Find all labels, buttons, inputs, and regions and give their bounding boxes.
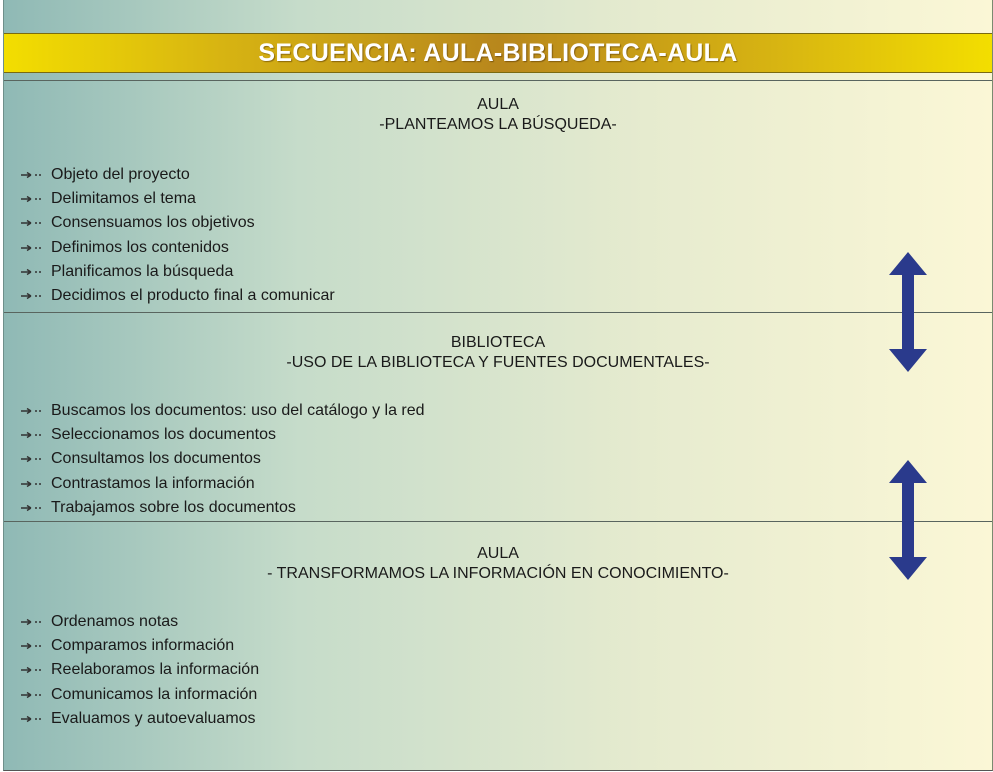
list-item xyxy=(20,707,259,731)
list-item-text: Objeto del proyecto xyxy=(51,166,190,184)
section-aula-plan-heading xyxy=(4,95,992,135)
arrow-bullet-icon xyxy=(20,406,42,416)
list-item xyxy=(20,284,335,308)
list-item-text: Decidimos el producto final a comunicar xyxy=(51,287,335,305)
list-item-text: Contrastamos la información xyxy=(51,474,255,492)
section-aula-transform-heading xyxy=(4,544,992,584)
list-item xyxy=(20,496,425,520)
list-item-text: Evaluamos y autoevaluamos xyxy=(51,709,256,727)
list-item xyxy=(20,236,335,260)
double-headed-arrow-icon xyxy=(887,460,929,580)
section-title: BIBLIOTECA xyxy=(450,334,546,351)
arrow-bullet-icon xyxy=(20,454,42,464)
list-item xyxy=(20,658,259,682)
list-item xyxy=(20,260,335,284)
arrow-bullet-icon xyxy=(20,170,42,180)
arrow-bullet-icon xyxy=(20,430,42,440)
section-title: AULA xyxy=(477,96,519,113)
arrow-bullet-icon xyxy=(20,291,42,301)
title-banner xyxy=(4,33,992,73)
list-item-text: Buscamos los documentos: uso del catálogo y la red xyxy=(51,402,425,420)
section-subtitle: -USO DE LA BIBLIOTECA Y FUENTES DOCUMENTALES- xyxy=(286,354,710,371)
section-subtitle: -PLANTEAMOS LA BÚSQUEDA- xyxy=(379,116,617,133)
section-divider xyxy=(4,521,992,522)
section-title: AULA xyxy=(477,545,519,562)
list-item-text: Seleccionamos los documentos xyxy=(51,426,277,444)
section-divider xyxy=(4,80,992,81)
list-item xyxy=(20,399,425,423)
arrow-bullet-icon xyxy=(20,218,42,228)
list-item-text: Delimitamos el tema xyxy=(51,190,196,208)
section-divider xyxy=(4,312,992,313)
section-aula-transform-list xyxy=(20,610,259,731)
list-item-text: Trabajamos sobre los documentos xyxy=(51,498,296,516)
arrow-bullet-icon xyxy=(20,194,42,204)
list-item-text: Comunicamos la información xyxy=(51,685,258,703)
list-item-text: Consensuamos los objetivos xyxy=(51,214,255,232)
page-title: SECUENCIA: AULA-BIBLIOTECA-AULA xyxy=(258,38,738,67)
list-item xyxy=(20,423,425,447)
list-item xyxy=(20,447,425,471)
list-item-text: Consultamos los documentos xyxy=(51,450,261,468)
list-item xyxy=(20,211,335,235)
arrow-bullet-icon xyxy=(20,243,42,253)
list-item xyxy=(20,634,259,658)
section-aula-plan-list xyxy=(20,163,335,308)
section-biblioteca-list xyxy=(20,399,425,520)
list-item xyxy=(20,187,335,211)
list-item xyxy=(20,610,259,634)
arrow-bullet-icon xyxy=(20,665,42,675)
list-item-text: Comparamos información xyxy=(51,637,235,655)
arrow-bullet-icon xyxy=(20,714,42,724)
list-item xyxy=(20,163,335,187)
arrow-bullet-icon xyxy=(20,617,42,627)
list-item-text: Ordenamos notas xyxy=(51,613,179,631)
double-headed-arrow-icon xyxy=(887,252,929,372)
document-frame xyxy=(3,0,993,771)
list-item-text: Definimos los contenidos xyxy=(51,238,229,256)
arrow-bullet-icon xyxy=(20,267,42,277)
arrow-bullet-icon xyxy=(20,479,42,489)
list-item xyxy=(20,472,425,496)
list-item xyxy=(20,683,259,707)
list-item-text: Planificamos la búsqueda xyxy=(51,262,234,280)
list-item-text: Reelaboramos la información xyxy=(51,661,260,679)
section-biblioteca-heading xyxy=(4,333,992,373)
section-subtitle: - TRANSFORMAMOS LA INFORMACIÓN EN CONOCIMIENTO- xyxy=(267,565,729,582)
arrow-bullet-icon xyxy=(20,641,42,651)
arrow-bullet-icon xyxy=(20,503,42,513)
arrow-bullet-icon xyxy=(20,690,42,700)
